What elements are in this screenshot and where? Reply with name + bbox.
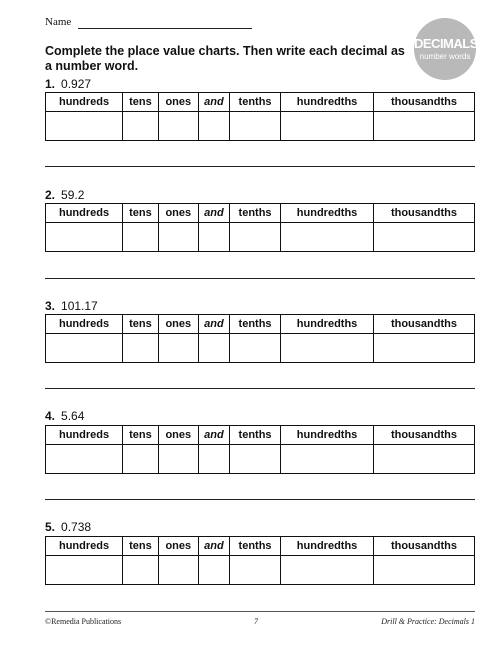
- answer-cell[interactable]: [229, 445, 280, 474]
- problem-label: [45, 299, 98, 313]
- column-header: thousandths: [373, 426, 474, 445]
- problem-number: 5.: [45, 520, 56, 534]
- column-header: hundreds: [46, 426, 123, 445]
- name-field-line[interactable]: [78, 28, 252, 29]
- place-value-chart: [45, 314, 475, 363]
- column-header: hundredths: [281, 204, 374, 223]
- column-header: hundredths: [281, 537, 374, 556]
- problem-label: [45, 188, 84, 202]
- place-value-chart: [45, 203, 475, 252]
- column-header: tens: [123, 315, 159, 334]
- answer-cell[interactable]: [158, 223, 198, 252]
- answer-cell[interactable]: [198, 112, 229, 141]
- answer-cell[interactable]: [229, 334, 280, 363]
- column-header: thousandths: [373, 204, 474, 223]
- answer-cell[interactable]: [198, 334, 229, 363]
- problem-label: [45, 77, 91, 91]
- column-header: ones: [158, 315, 198, 334]
- place-value-chart: [45, 425, 475, 474]
- column-header: ones: [158, 426, 198, 445]
- answer-cell[interactable]: [281, 334, 374, 363]
- column-header: tenths: [229, 315, 280, 334]
- answer-cell[interactable]: [123, 334, 159, 363]
- problem-label: [45, 520, 91, 534]
- answer-cell[interactable]: [373, 223, 474, 252]
- problem-value: 101.17: [61, 299, 98, 313]
- problem-number: 2.: [45, 188, 56, 202]
- answer-cell[interactable]: [198, 445, 229, 474]
- column-header: hundreds: [46, 204, 123, 223]
- column-header: hundreds: [46, 315, 123, 334]
- column-header: and: [198, 537, 229, 556]
- column-header: tens: [123, 204, 159, 223]
- answer-cell[interactable]: [229, 223, 280, 252]
- topic-badge: [414, 18, 476, 80]
- column-header: and: [198, 315, 229, 334]
- name-label: Name: [45, 16, 72, 28]
- column-header: and: [198, 204, 229, 223]
- column-header: hundreds: [46, 537, 123, 556]
- problem-value: 0.927: [61, 77, 92, 91]
- column-header: tens: [123, 93, 159, 112]
- answer-cell[interactable]: [229, 112, 280, 141]
- column-header: hundredths: [281, 315, 374, 334]
- instructions: Complete the place value charts. Then write each decimal as a number word.: [45, 44, 405, 73]
- answer-cell[interactable]: [373, 112, 474, 141]
- answer-cell[interactable]: [281, 445, 374, 474]
- column-header: hundredths: [281, 93, 374, 112]
- column-header: tenths: [229, 537, 280, 556]
- problem-value: 59.2: [61, 188, 85, 202]
- number-word-line[interactable]: [45, 278, 475, 279]
- column-header: ones: [158, 204, 198, 223]
- column-header: thousandths: [373, 93, 474, 112]
- page-number: 7: [254, 617, 258, 626]
- column-header: and: [198, 93, 229, 112]
- column-header: and: [198, 426, 229, 445]
- place-value-chart: [45, 92, 475, 141]
- problem-value: 0.738: [61, 520, 92, 534]
- badge-subtitle: number words: [419, 52, 471, 61]
- answer-cell[interactable]: [198, 556, 229, 585]
- problem-label: [45, 409, 84, 423]
- column-header: tens: [123, 537, 159, 556]
- problem-number: 3.: [45, 299, 56, 313]
- problem-value: 5.64: [61, 409, 85, 423]
- place-value-chart: [45, 536, 475, 585]
- number-word-line[interactable]: [45, 499, 475, 500]
- answer-cell[interactable]: [281, 556, 374, 585]
- answer-cell[interactable]: [373, 556, 474, 585]
- answer-cell[interactable]: [46, 223, 123, 252]
- column-header: hundredths: [281, 426, 374, 445]
- answer-cell[interactable]: [46, 556, 123, 585]
- answer-cell[interactable]: [158, 556, 198, 585]
- number-word-line[interactable]: [45, 388, 475, 389]
- answer-cell[interactable]: [123, 112, 159, 141]
- answer-cell[interactable]: [123, 556, 159, 585]
- footer-divider: [45, 611, 475, 612]
- column-header: tenths: [229, 426, 280, 445]
- column-header: thousandths: [373, 537, 474, 556]
- answer-cell[interactable]: [46, 334, 123, 363]
- answer-cell[interactable]: [281, 223, 374, 252]
- answer-cell[interactable]: [373, 334, 474, 363]
- answer-cell[interactable]: [123, 223, 159, 252]
- column-header: tenths: [229, 204, 280, 223]
- answer-cell[interactable]: [46, 445, 123, 474]
- footer-series-title: Drill & Practice: Decimals 1: [381, 617, 475, 626]
- number-word-line[interactable]: [45, 166, 475, 167]
- column-header: thousandths: [373, 315, 474, 334]
- answer-cell[interactable]: [46, 112, 123, 141]
- answer-cell[interactable]: [158, 445, 198, 474]
- column-header: ones: [158, 537, 198, 556]
- answer-cell[interactable]: [229, 556, 280, 585]
- column-header: hundreds: [46, 93, 123, 112]
- answer-cell[interactable]: [158, 334, 198, 363]
- answer-cell[interactable]: [198, 223, 229, 252]
- problem-number: 1.: [45, 77, 56, 91]
- column-header: tens: [123, 426, 159, 445]
- answer-cell[interactable]: [281, 112, 374, 141]
- answer-cell[interactable]: [373, 445, 474, 474]
- column-header: tenths: [229, 93, 280, 112]
- answer-cell[interactable]: [158, 112, 198, 141]
- column-header: ones: [158, 93, 198, 112]
- footer-copyright: ©Remedia Publications: [45, 617, 122, 626]
- answer-cell[interactable]: [123, 445, 159, 474]
- badge-title: DECIMALS: [414, 36, 478, 51]
- problem-number: 4.: [45, 409, 56, 423]
